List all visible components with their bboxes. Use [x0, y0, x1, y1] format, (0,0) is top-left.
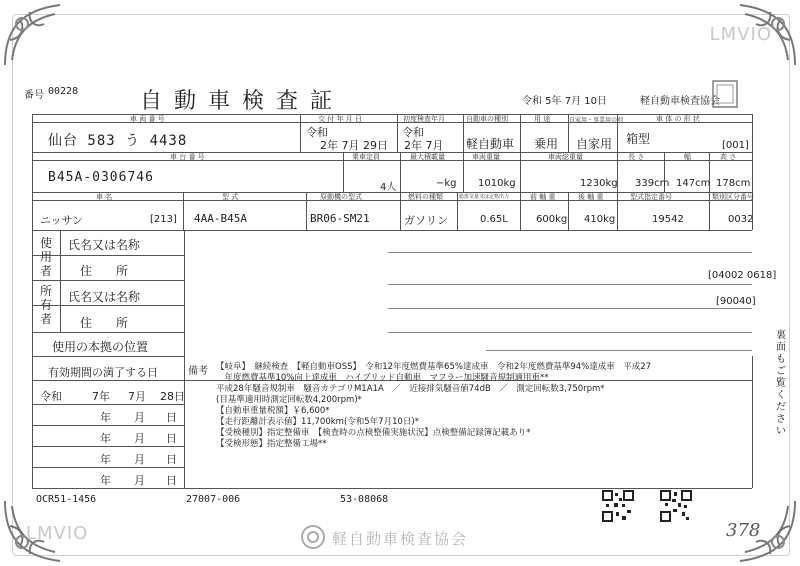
qr-code-2 [660, 490, 692, 522]
header-issue-date: 交 付 年 月 日 [318, 115, 362, 123]
header-capacity: 乗車定員 [352, 153, 380, 161]
first-registration-era: 令和 [402, 126, 424, 139]
type-cert-number: 19542 [652, 214, 684, 225]
expiry-row-1-era: 令和 [40, 390, 62, 403]
owner-name-label: 氏名又は名称 [68, 290, 141, 304]
expiry-row-4-day: 日 [166, 453, 177, 466]
issuer-stamp [300, 524, 500, 552]
footer-code-2: 53-08068 [340, 494, 389, 505]
header-front-axle: 前 軸 重 [530, 193, 556, 201]
owner-address-label: 住 所 [80, 316, 129, 330]
fuel-type: ガソリン [404, 214, 448, 227]
remarks-line-1: 【岐阜】 継続検査 【軽自動車OSS】 令和12年度燃費基準65%達成車 令和2年度燃費基準94%達成車 平成27 [216, 362, 652, 372]
header-height: 高 さ [720, 153, 737, 161]
remarks-line-5: 【自動車重量税額】￥6,600* [216, 406, 330, 416]
stamp-logo-icon [300, 524, 326, 550]
first-registration-ym: 2年 7月 [404, 139, 444, 152]
class-number: 0032 [728, 214, 754, 225]
header-cert-number: 型式指定番号 [630, 193, 672, 201]
header-displacement: 総排気量又は定格出力 [459, 194, 510, 200]
model-number: 4AA-B45A [194, 212, 247, 225]
expiry-row-3-month: 月 [134, 432, 145, 445]
expiry-row-5-month: 月 [134, 474, 145, 487]
user-name-label: 氏名又は名称 [68, 238, 141, 252]
expiry-row-1-month: 7月 [128, 390, 146, 403]
user-address-label: 住 所 [80, 264, 129, 278]
body-shape: 箱型 [626, 132, 651, 146]
private-or-business: 自家用 [576, 137, 613, 151]
vehicle-weight: 1010kg [478, 178, 516, 189]
header-engine-model: 原動機の型式 [320, 193, 362, 201]
issue-ymd: 2年 7月 29日 [320, 139, 388, 152]
remarks-line-8: 【受検形態】指定整備工場** [216, 439, 327, 449]
footer-code-1: 27007-006 [186, 494, 241, 505]
max-load: −kg [436, 178, 457, 189]
user-section-label: 使用者 [40, 236, 53, 278]
vehicle-use: 乗用 [534, 137, 559, 151]
handwritten-number: 378 [726, 520, 761, 541]
watermark-bottom-left: LMVIO [26, 523, 89, 544]
expiry-row-1-day: 28日 [160, 390, 185, 403]
issue-era: 令和 [306, 126, 328, 139]
remarks-line-4: (目基準適用時測定回転数4,200rpm)* [216, 395, 362, 405]
remarks-line-7: 【受検種別】指定整備車 【検査時の点検整備実施状況】点検整備記録簿記載あり* [216, 428, 531, 438]
header-model: 型 式 [222, 193, 239, 201]
expiry-row-2-month: 月 [134, 411, 145, 424]
expiry-row-4-month: 月 [134, 453, 145, 466]
side-note-see-reverse: 裏面もご覧ください [776, 330, 786, 437]
header-first-registration: 初度検査年月 [403, 115, 445, 123]
expiry-row-3-year: 年 [100, 432, 111, 445]
issue-date: 令和 5年 7月 10日 [522, 96, 607, 107]
user-code: [04002 0618] [708, 270, 777, 281]
header-purpose: 自家用・事業用の別 [569, 117, 624, 124]
remarks-label: 備考 [188, 366, 208, 377]
vin-number: B45A-0306746 [48, 170, 154, 185]
header-vin: 車 台 番 号 [170, 153, 205, 161]
header-vehicle-kind: 自動車の種別 [466, 115, 508, 123]
header-class-number: 類別区分番号 [712, 193, 754, 201]
expiry-row-2-year: 年 [100, 411, 111, 424]
height: 178cm [716, 178, 751, 189]
rear-axle-weight: 410kg [584, 214, 616, 225]
header-rear-axle: 後 軸 重 [578, 193, 604, 201]
expiry-row-1-year: 7年 [92, 390, 110, 403]
expiry-row-5-year: 年 [100, 474, 111, 487]
expiry-row-5-day: 日 [166, 474, 177, 487]
base-location-label: 使用の本拠の位置 [52, 340, 149, 354]
engine-model: BR06-SM21 [310, 212, 370, 225]
remarks-line-6: 【走行距離計表示値】11,700km(令和5年7月10日)* [216, 417, 419, 427]
maker-code: [213] [150, 214, 177, 225]
header-gross-weight: 車両総重量 [548, 153, 583, 161]
length: 339cm [635, 178, 670, 189]
width: 147cm [676, 178, 711, 189]
header-vehicle-weight: 車両重量 [472, 153, 500, 161]
ocr-code: OCR51-1456 [36, 494, 97, 505]
header-registration: 車 両 番 号 [130, 115, 165, 123]
stamp-text: 軽自動車検査協会 [332, 530, 469, 548]
header-use: 用 途 [534, 115, 551, 123]
watermark-top-right: LMVIO [709, 24, 772, 45]
header-body-shape: 車 体 の 形 状 [656, 115, 700, 123]
header-max-load: 最大積載量 [410, 153, 445, 161]
expiry-label: 有効期間の満了する日 [48, 366, 158, 379]
registration-number: 仙台 583 う 4438 [48, 133, 188, 149]
seating-capacity: 4人 [380, 182, 397, 193]
front-axle-weight: 600kg [536, 214, 568, 225]
owner-code: [90040] [716, 296, 756, 307]
document-title: 自動車検査証 [140, 89, 345, 114]
owner-section-label: 所有者 [40, 284, 53, 326]
expiry-row-3-day: 日 [166, 432, 177, 445]
expiry-row-4-year: 年 [100, 453, 111, 466]
serial-value: 00228 [48, 86, 79, 97]
vehicle-maker: ニッサン [40, 214, 84, 227]
gross-weight: 1230kg [580, 178, 618, 189]
qr-code-1 [602, 490, 634, 522]
expiry-row-2-day: 日 [166, 411, 177, 424]
header-length: 長 さ [628, 153, 645, 161]
issuer-name: 軽自動車検査協会 [640, 96, 720, 107]
serial-label: 番号 [24, 90, 44, 101]
corner-ornament-top-left [0, 0, 70, 70]
remarks-line-2: 年度燃費基準10%向上達成車 ハイブリッド自動車 マフラー加速騒音規制適用車** [216, 373, 549, 383]
remarks-line-3: 平成28年騒音規制車 騒音カテゴリM1A1A ／ 近接排気騒音値74dB ／ 測定回転数3,750rpm* [216, 384, 605, 394]
issuer-seal [712, 80, 738, 108]
displacement: 0.65L [480, 214, 508, 225]
body-shape-code: [001] [722, 140, 749, 151]
header-maker: 車 名 [96, 193, 113, 201]
header-fuel: 燃料の種類 [408, 193, 443, 201]
header-width: 幅 [684, 153, 691, 161]
vehicle-kind: 軽自動車 [466, 137, 515, 151]
